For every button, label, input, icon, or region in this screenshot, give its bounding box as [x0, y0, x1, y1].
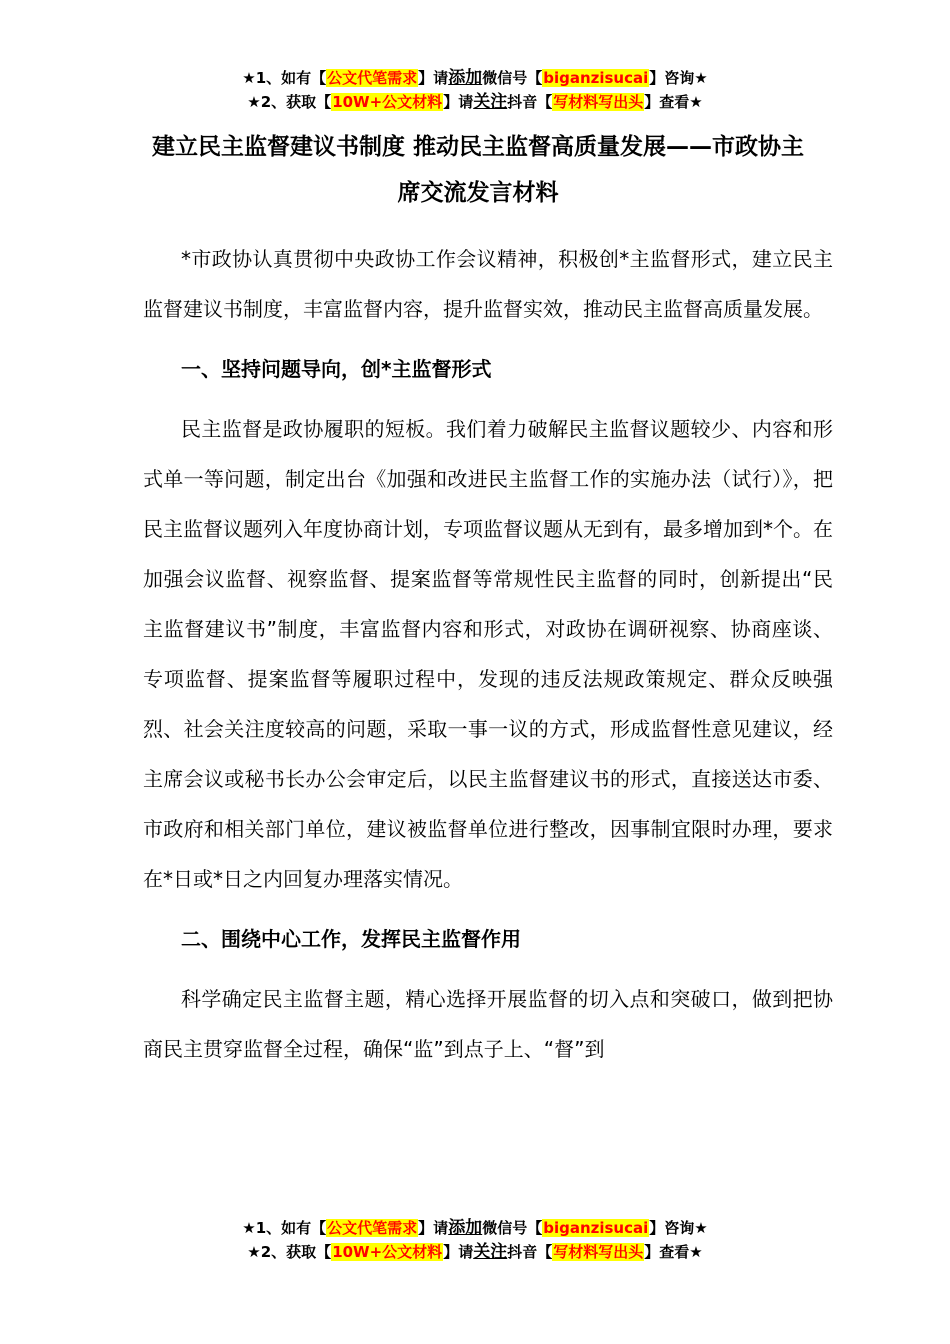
promo-text: 】请	[418, 1219, 449, 1237]
promo-text: 抖音【	[507, 1243, 553, 1261]
promo-text: 】咨询★	[649, 1219, 708, 1237]
promo-line-1	[0, 66, 950, 90]
promo-header	[0, 66, 950, 114]
promo-underline: 关注	[473, 1242, 508, 1262]
promo-highlight: 10W+公文材料	[332, 1243, 443, 1261]
promo-line-2	[0, 1240, 950, 1264]
promo-text: 】查看★	[644, 93, 703, 111]
promo-highlight: 公文代笔需求	[327, 1219, 418, 1237]
promo-text: 】请	[443, 93, 474, 111]
document-body	[143, 234, 833, 1074]
promo-footer	[0, 1216, 950, 1264]
section-2-heading: 二、围绕中心工作，发挥民主监督作用	[181, 927, 521, 951]
section-1-paragraph: 民主监督是政协履职的短板。我们着力破解民主监督议题较少、内容和形式单一等问题，制定出台《加强和改进民主监督工作的实施办法（试行）》，把民主监督议题列入年度协商计划，专项监督议题从无到有，最多增加到*个。在加强会议监督、视察监督、提案监督等常规性民主监督的同时，创新提出“民主监督建议书”制度，丰富监督内容和形式，对政协在调研视察、协商座谈、专项监督、提案监督等履职过程中，发现的违反法规政策规定、群众反映强烈、社会关注度较高的问题，采取一事一议的方式，形成监督性意见建议，经主席会议或秘书长办公会审定后，以民主监督建议书的形式，直接送达市委、市政府和相关部门单位，建议被监督单位进行整改，因事制宜限时办理，要求在*日或*日之内回复办理落实情况。	[143, 417, 833, 891]
promo-text: 】咨询★	[649, 69, 708, 87]
promo-text: 】请	[418, 69, 449, 87]
promo-wechat-id: biganzisucai	[543, 1219, 649, 1237]
intro-paragraph: *市政协认真贯彻中央政协工作会议精神，积极创*主监督形式，建立民主监督建议书制度，丰富监督内容，提升监督实效，推动民主监督高质量发展。	[143, 247, 833, 321]
promo-highlight: 10W+公文材料	[332, 93, 443, 111]
promo-douyin-id: 写材料写出头	[553, 1243, 644, 1261]
promo-underline: 添加	[448, 1218, 483, 1238]
promo-highlight: 公文代笔需求	[327, 69, 418, 87]
promo-underline: 添加	[448, 68, 483, 88]
promo-text: ★1、如有【	[242, 1219, 327, 1237]
promo-underline: 关注	[473, 92, 508, 112]
promo-text: 】查看★	[644, 1243, 703, 1261]
promo-text: ★2、获取【	[247, 1243, 332, 1261]
promo-line-1	[0, 1216, 950, 1240]
promo-text: ★1、如有【	[242, 69, 327, 87]
promo-text: ★2、获取【	[247, 93, 332, 111]
section-2-paragraph: 科学确定民主监督主题，精心选择开展监督的切入点和突破口，做到把协商民主贯穿监督全过程，确保“监”到点子上、“督”到	[143, 987, 833, 1061]
promo-text: 微信号【	[482, 1219, 543, 1237]
promo-line-2	[0, 90, 950, 114]
section-1-heading: 一、坚持问题导向，创*主监督形式	[181, 357, 492, 381]
document-title: 建立民主监督建议书制度 推动民主监督高质量发展——市政协主席交流发言材料	[151, 134, 804, 206]
promo-text: 】请	[443, 1243, 474, 1261]
promo-wechat-id: biganzisucai	[543, 69, 649, 87]
promo-douyin-id: 写材料写出头	[553, 93, 644, 111]
promo-text: 抖音【	[507, 93, 553, 111]
promo-text: 微信号【	[482, 69, 543, 87]
